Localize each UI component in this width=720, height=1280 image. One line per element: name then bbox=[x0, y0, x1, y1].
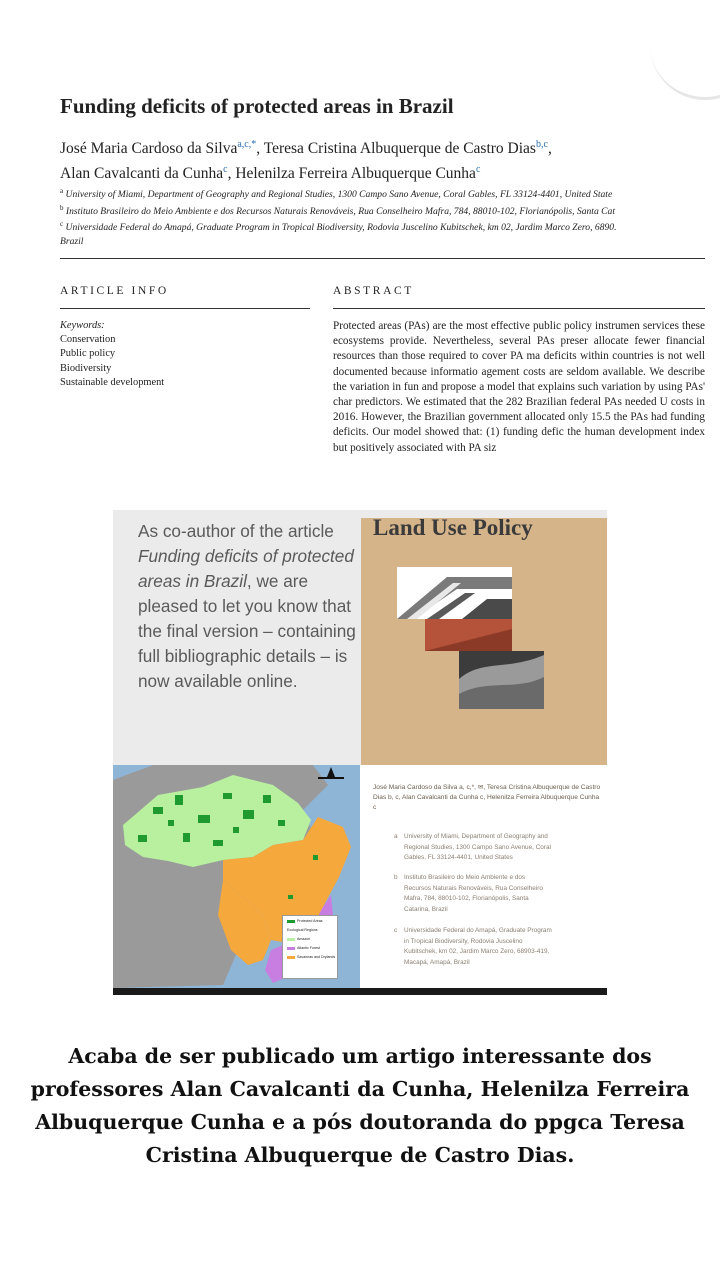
post-caption: Acaba de ser publicado um artigo interessante dos professores Alan Cavalcanti da Cunha, Helenilza Ferreira Albuquerque Cunha e a pós doutoranda do ppgca Teresa Cristina Albuquerque de Castro Dias. bbox=[30, 1044, 690, 1167]
map-legend bbox=[282, 915, 338, 979]
keyword-item: Sustainable development bbox=[60, 376, 165, 388]
abstract-divider bbox=[333, 308, 705, 309]
author-silva-affil-mark: a,c,* bbox=[237, 139, 257, 150]
cover-affiliation-mark: c bbox=[394, 927, 398, 934]
cover-authors: José Maria Cardoso da Silva a, c,*, ✉, Teresa Cristina Albuquerque de Castro Dias b, c, Alan Cavalcanti da Cunha c, Helenilza Ferreira Albuquerque Cunha c bbox=[373, 784, 601, 811]
announcement-text-part: As co-author of the article bbox=[138, 521, 334, 541]
journal-cover-photo bbox=[387, 559, 545, 717]
journal-cover bbox=[361, 518, 607, 765]
keywords-label: Keywords: bbox=[60, 320, 105, 331]
keyword-item: Public policy bbox=[60, 348, 116, 360]
article-title: Funding deficits of protected areas in Brazil bbox=[60, 94, 454, 118]
cover-affiliation-line: Gables, FL 33124-4401, United States bbox=[404, 854, 513, 862]
cover-affiliation-b bbox=[394, 873, 604, 915]
cover-affiliation-line: Mafra, 784, 88010-102, Florianópolis, Santa bbox=[404, 895, 529, 903]
author-separator: , bbox=[547, 140, 552, 158]
article-authors bbox=[60, 134, 720, 184]
affiliation-mark: a bbox=[60, 187, 64, 195]
affiliation-mark: b bbox=[60, 203, 64, 212]
announcement-article-title: Funding deficits of protected areas in Brazil bbox=[138, 546, 354, 591]
author-dias-affil-mark: b,c bbox=[535, 139, 548, 150]
abstract-heading: ABSTRACT bbox=[333, 285, 414, 297]
cover-affiliation-line: University of Miami, Department of Geography and bbox=[404, 833, 548, 840]
author-cunha-helenilza-affil-mark: c bbox=[475, 164, 481, 176]
article-info-heading: ARTICLE INFO bbox=[60, 285, 169, 297]
announcement-text-part: , we are pleased to let you know that the final version – containing full bibliographic details – is now available online. bbox=[138, 571, 356, 691]
legend-swatch bbox=[287, 938, 295, 941]
legend-swatch bbox=[287, 920, 295, 923]
affiliation-country bbox=[60, 235, 705, 249]
legend-swatch bbox=[287, 956, 295, 959]
keywords-block bbox=[60, 319, 164, 390]
abstract-text: Protected areas (PAs) are the most effective public policy instrumen services these ecosystems provide. Nevertheless, several PAs preser allocate fewer financial resources than those required to cover PA ma deficits within countries is not well documented because informatio agement costs are seldom available. We describe the variation in fun and propose a model that explains such variation by using PAs' char predictors. We estimated that the 282 Brazilian federal PAs needed U costs in 2016. However, the Brazilian government allocated only 15.5 the PAs had funding deficits. Our model showed that: (1) funding defic the human development index but positively associated with PA siz bbox=[333, 320, 705, 454]
affiliation-text: Instituto Brasileiro do Meio Ambiente e dos Recursos Naturais Renováveis, Rua Conselheiro Mafra, 784, 88010-102, Florianópolis, Santa Cat bbox=[65, 205, 616, 217]
cover-affiliation-line: Kubitschek, km 02, Jardim Marco Zero, 68903-419, bbox=[404, 948, 550, 956]
cover-affiliation-a bbox=[394, 832, 604, 864]
page-curl-decoration bbox=[650, 40, 720, 100]
cover-affiliation-line: Recursos Naturais Renováveis, Rua Conselheiro bbox=[404, 884, 543, 892]
legend-label: Savannas and Drylands bbox=[297, 955, 336, 959]
author-dias: , Teresa Cristina Albuquerque de Castro Dias bbox=[256, 140, 536, 158]
announcement-text bbox=[138, 519, 360, 694]
legend-item-protected bbox=[287, 919, 323, 923]
author-cunha-alan-affil-mark: c bbox=[223, 164, 228, 176]
graphic-bottom-bar bbox=[113, 988, 607, 995]
affiliation-a bbox=[60, 185, 705, 202]
author-cunha-helenilza: , Helenilza Ferreira Albuquerque Cunha bbox=[227, 165, 476, 183]
cover-affiliation-line: Macapá, Amapá, Brazil bbox=[404, 958, 470, 966]
cover-affiliation-c bbox=[394, 926, 604, 968]
author-cunha-alan: Alan Cavalcanti da Cunha bbox=[60, 165, 224, 183]
cover-affiliation-line: Regional Studies, 1300 Campo Sano Avenue, Coral bbox=[404, 843, 551, 851]
cover-affiliation-line: Instituto Brasileiro do Meio Ambiente e dos bbox=[404, 874, 526, 881]
affiliation-text: Brazil bbox=[60, 236, 84, 248]
article-info-divider bbox=[60, 308, 310, 309]
journal-cover-title: Land Use Policy bbox=[373, 518, 533, 540]
legend-label: Atlantic Forest bbox=[297, 946, 320, 950]
legend-item-savannas bbox=[287, 955, 335, 959]
affiliation-b bbox=[60, 202, 705, 219]
legend-heading-regions: Ecological Regions bbox=[287, 928, 318, 932]
affiliation-text: University of Miami, Department of Geography and Regional Studies, 1300 Campo Sano Avenue, Coral Gables, FL 33124-4401, United State bbox=[65, 189, 613, 201]
author-silva: José Maria Cardoso da Silva bbox=[60, 140, 238, 158]
affiliation-c bbox=[60, 218, 705, 235]
legend-label: Protected Areas bbox=[297, 919, 323, 923]
cover-affiliation-line: Catarina, Brazil bbox=[404, 905, 448, 913]
legend-item-atlantic bbox=[287, 946, 320, 950]
cover-affiliation-mark: a bbox=[394, 833, 398, 840]
legend-item-amazon bbox=[287, 937, 310, 941]
cover-affiliation-line: Universidade Federal do Amapá, Graduate Program bbox=[404, 927, 552, 934]
legend-label: Amazon bbox=[297, 937, 311, 941]
affiliation-text: Universidade Federal do Amapá, Graduate Program in Tropical Biodiversity, Rodovia Juscelino Kubitschek, km 02, Jardim Marco Zero, 6890. bbox=[65, 222, 617, 234]
affiliations-list bbox=[60, 185, 705, 249]
keyword-item: Conservation bbox=[60, 334, 116, 346]
affiliation-mark: c bbox=[60, 220, 64, 229]
header-divider bbox=[60, 258, 705, 259]
keyword-item: Biodiversity bbox=[60, 362, 112, 374]
cover-affiliation-line: in Tropical Biodiversity, Rodovia Juscelino bbox=[404, 937, 523, 945]
legend-swatch bbox=[287, 947, 295, 950]
cover-affiliation-mark: b bbox=[394, 874, 398, 881]
